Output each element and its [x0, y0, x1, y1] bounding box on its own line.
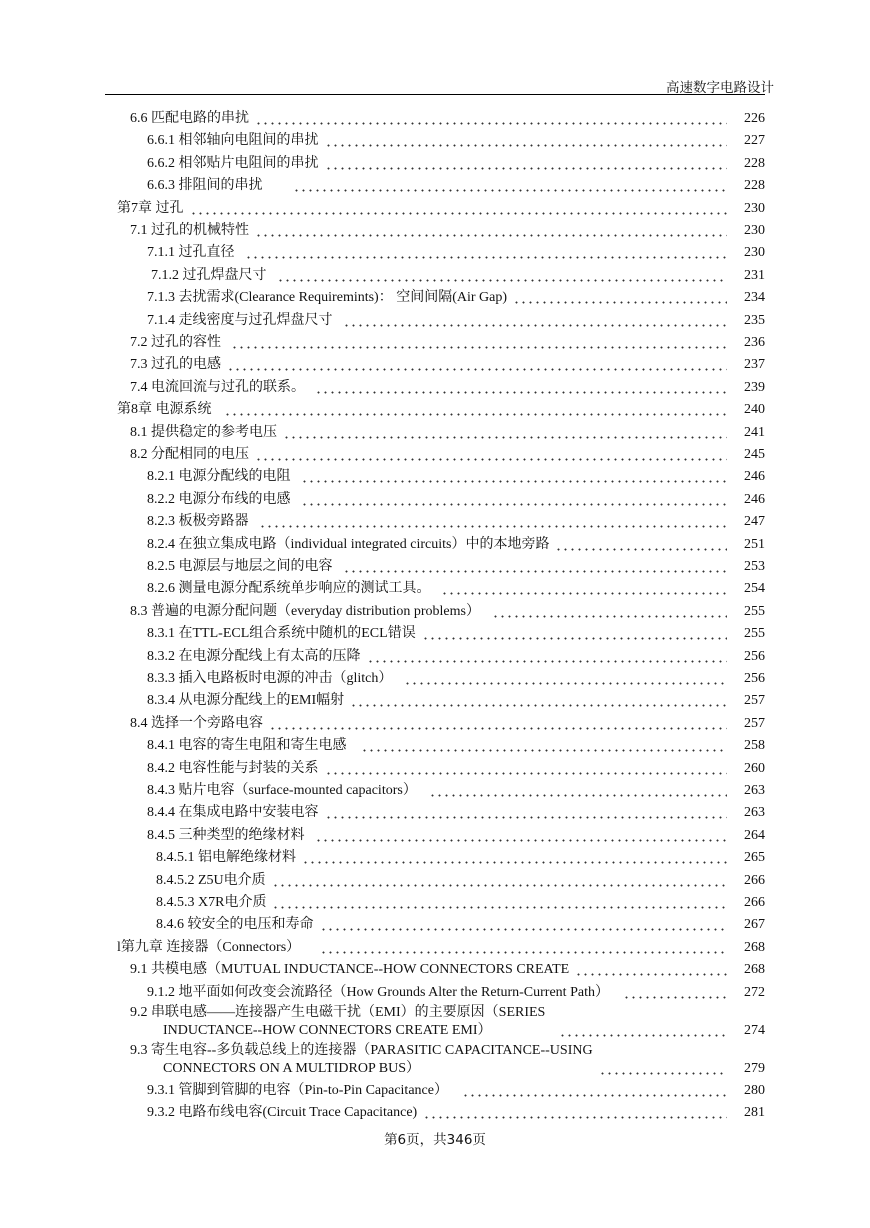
dot-leader [462, 1083, 727, 1097]
dot-leader [277, 268, 728, 282]
toc-page-number: 246 [744, 491, 765, 507]
dot-leader [599, 1061, 727, 1075]
toc-page-number: 253 [744, 559, 765, 574]
dot-leader [343, 313, 728, 327]
toc-entry[interactable] [0, 464, 870, 486]
toc-page-number: 265 [744, 850, 765, 866]
toc-page-number: 268 [744, 939, 765, 955]
dot-leader [350, 693, 727, 707]
dot-leader [559, 1023, 727, 1037]
toc-entry[interactable] [0, 868, 870, 890]
toc-entry[interactable] [0, 1100, 870, 1122]
toc-entry-title: 8.2.6 测量电源分配系统单步响应的测试工具。 [147, 581, 431, 597]
toc-entry[interactable] [0, 532, 870, 554]
toc-entry[interactable] [0, 330, 870, 352]
header-rule [105, 94, 765, 95]
toc-entry-title: 8.4.1 电容的寄生电阻和寄生电感 [147, 738, 347, 754]
toc-entry[interactable] [0, 106, 870, 128]
toc-entry[interactable] [0, 756, 870, 778]
toc-page-number: 268 [744, 962, 765, 978]
toc-entry-title: 8.3.4 从电源分配线上的EMI幅射 [147, 693, 345, 709]
toc-entry[interactable] [0, 196, 870, 218]
dot-leader [259, 514, 728, 528]
toc-page-number: 257 [744, 715, 765, 731]
toc-entry[interactable] [0, 375, 870, 397]
dot-leader [513, 290, 727, 304]
toc-entry[interactable] [0, 554, 870, 576]
toc-page-number: 240 [744, 402, 765, 418]
toc-entry[interactable] [0, 599, 870, 621]
toc-entry[interactable] [0, 442, 870, 464]
toc-entry-title: 第7章 过孔 [117, 200, 184, 216]
toc-page-number: 258 [744, 738, 765, 754]
dot-leader [325, 133, 728, 147]
toc-page-number: 280 [744, 1083, 765, 1098]
dot-leader [404, 671, 727, 685]
dot-leader [272, 873, 727, 887]
toc-entry-title: 8.4.5 三种类型的绝缘材料 [147, 827, 305, 843]
toc-entry[interactable] [0, 308, 870, 330]
toc-entry-title: 8.2.1 电源分配线的电阻 [147, 469, 291, 485]
toc-page-number: 281 [744, 1105, 765, 1121]
toc-entry-title: 8.4 选择一个旁路电容 [130, 715, 263, 731]
toc-entry[interactable] [0, 957, 870, 979]
dot-leader [255, 447, 727, 461]
toc-entry-title: 8.2 分配相同的电压 [130, 447, 249, 462]
dot-leader [190, 201, 728, 215]
toc-entry-title: 9.1 共模电感（MUTUAL INDUCTANCE--HOW CONNECTORS CREATE [130, 962, 570, 978]
toc-entry[interactable] [0, 845, 870, 867]
toc-page-number: 255 [744, 603, 765, 619]
toc-page-number: 260 [744, 760, 765, 776]
dot-leader [325, 761, 728, 775]
toc-page-number: 272 [744, 984, 765, 1000]
toc-entry[interactable] [0, 823, 870, 845]
toc-page-number: 241 [744, 424, 765, 440]
dot-leader [441, 581, 728, 595]
toc-page-number: 256 [744, 648, 765, 664]
dot-leader [301, 492, 728, 506]
toc-entry[interactable] [0, 912, 870, 934]
toc-entry-title: 第8章 电源系统 [117, 402, 212, 418]
toc-entry-title: 9.2 串联电感——连接器产生电磁干扰（EMI）的主要原因（SERIES [130, 1005, 546, 1020]
toc-page-number: 230 [744, 223, 765, 238]
toc-entry-title: 8.3.1 在TTL-ECL组合系统中随机的ECL错误 [147, 626, 416, 642]
dot-leader [320, 917, 728, 931]
toc-entry-title: 9.1.2 地平面如何改变会流路径（How Grounds Alter the Return-Current Path） [147, 984, 609, 1000]
toc-page-number: 263 [744, 805, 765, 821]
toc-entry[interactable] [0, 666, 870, 688]
toc-entry-title: 8.3.3 插入电路板时电源的冲击（glitch） [147, 671, 393, 686]
toc-page-number: 254 [744, 581, 765, 597]
dot-leader [227, 357, 727, 371]
dot-leader [429, 783, 727, 797]
toc-entry[interactable] [0, 576, 870, 598]
toc-entry[interactable] [0, 733, 870, 755]
toc-page-number: 247 [744, 514, 765, 530]
toc-entry[interactable] [0, 711, 870, 733]
dot-leader [224, 402, 728, 416]
toc-entry[interactable] [0, 285, 870, 307]
toc-entry-title: 8.2.4 在独立集成电路（individual integrated circuits）中的本地旁路 [147, 536, 550, 552]
toc-page-number: 266 [744, 872, 765, 888]
toc-page-number: 245 [744, 447, 765, 462]
running-header-title: 高速数字电路设计 [666, 80, 774, 96]
toc-entry[interactable] [0, 240, 870, 262]
toc-entry-title: 6.6.2 相邻贴片电阻间的串扰 [147, 155, 319, 171]
toc-entry-title: 8.4.6 较安全的电压和寿命 [156, 917, 314, 933]
toc-entry-title: 8.4.4 在集成电路中安装电容 [147, 805, 319, 821]
toc-entry-title: 8.2.5 电源层与地层之间的电容 [147, 559, 333, 574]
toc-page-number: 228 [744, 155, 765, 171]
toc-entry-title: 7.1.2 过孔焊盘尺寸 [151, 267, 267, 283]
dot-leader [575, 962, 727, 976]
toc-page-number: 251 [744, 536, 765, 552]
toc-page-number: 237 [744, 357, 765, 373]
dot-leader [315, 380, 727, 394]
toc-entry-title: 8.4.3 贴片电容（surface-mounted capacitors） [147, 783, 417, 798]
toc-page-number: 230 [744, 200, 765, 216]
dot-leader [302, 850, 727, 864]
toc-entry-title: 8.2.3 板极旁路器 [147, 514, 249, 530]
toc-page-number: 257 [744, 693, 765, 709]
dot-leader [255, 111, 727, 125]
toc-entry-title: 8.4.5.1 铝电解绝缘材料 [156, 850, 296, 866]
toc-entry-title: 9.3.1 管脚到管脚的电容（Pin-to-Pin Capacitance） [147, 1083, 448, 1098]
dot-leader [343, 559, 728, 573]
dot-leader [272, 895, 727, 909]
toc-page-number: 236 [744, 335, 765, 350]
toc-page-number: 255 [744, 626, 765, 642]
toc-entry-title: 6.6.3 排阻间的串扰 [147, 178, 263, 194]
toc-entry[interactable] [0, 420, 870, 442]
dot-leader [315, 828, 728, 842]
dot-leader [255, 223, 727, 237]
toc-entry[interactable] [0, 778, 870, 800]
toc-entry-title: 8.2.2 电源分布线的电感 [147, 491, 291, 507]
toc-page-number: 239 [744, 379, 765, 395]
toc-entry-title: 6.6.1 相邻轴向电阻间的串扰 [147, 133, 319, 149]
toc-entry[interactable] [0, 263, 870, 285]
toc-entry-title: l第九章 连接器（Connectors） [117, 939, 301, 955]
toc-entry-title: 8.3.2 在电源分配线上有太高的压降 [147, 648, 361, 664]
toc-entry-title-continued: CONNECTORS ON A MULTIDROP BUS） [163, 1061, 420, 1076]
toc-entry-title: 7.3 过孔的电感 [130, 357, 221, 373]
toc-entry-title: 8.1 提供稳定的参考电压 [130, 424, 277, 440]
dot-leader [422, 626, 727, 640]
toc-entry-title-continued: INDUCTANCE--HOW CONNECTORS CREATE EMI） [163, 1023, 492, 1038]
dot-leader [269, 716, 727, 730]
dot-leader [320, 940, 727, 954]
toc-entry-title: 7.1.3 去扰需求(Clearance Requiremints)： 空间间隔(Air Gap) [147, 290, 508, 306]
dot-leader [325, 156, 728, 170]
toc-entry-title: 7.1 过孔的机械特性 [130, 223, 249, 238]
dot-leader [245, 245, 728, 259]
toc-page-number: 267 [744, 917, 765, 933]
dot-leader [555, 537, 727, 551]
toc-entry[interactable] [0, 352, 870, 374]
toc-entry[interactable] [0, 487, 870, 509]
toc-entry[interactable] [0, 397, 870, 419]
toc-entry[interactable] [0, 621, 870, 643]
toc-entry[interactable] [0, 688, 870, 710]
toc-entry-title: 6.6 匹配电路的串扰 [130, 111, 249, 126]
toc-entry[interactable] [0, 1002, 870, 1040]
toc-page-number: 230 [744, 245, 765, 261]
toc-page-number: 274 [744, 1023, 765, 1038]
toc-page-number: 246 [744, 469, 765, 485]
toc-page-number: 231 [744, 267, 765, 283]
dot-leader [293, 178, 728, 192]
toc-entry-title: 7.1.4 走线密度与过孔焊盘尺寸 [147, 312, 333, 328]
toc-page-number: 234 [744, 290, 765, 306]
toc-entry[interactable] [0, 218, 870, 240]
toc-entry[interactable] [0, 1078, 870, 1100]
toc-entry-title: 7.1.1 过孔直径 [147, 245, 235, 261]
toc-page-number: 279 [744, 1061, 765, 1076]
toc-entry[interactable] [0, 935, 870, 957]
toc-entry-title: 9.3.2 电路布线电容(Circuit Trace Capacitance) [147, 1105, 418, 1121]
dot-leader [367, 649, 728, 663]
toc-entry-title: 8.3 普遍的电源分配问题（everyday distribution problems） [130, 603, 480, 619]
page-footer: 第6页，共346页 [384, 1132, 486, 1148]
dot-leader [283, 425, 727, 439]
toc-entry[interactable] [0, 644, 870, 666]
dot-leader [325, 805, 728, 819]
toc-entry[interactable] [0, 980, 870, 1002]
toc-entry[interactable] [0, 151, 870, 173]
toc-page-number: 256 [744, 671, 765, 686]
toc-entry-title: 9.3 寄生电容--多负载总线上的连接器（PARASITIC CAPACITANCE--USING [130, 1043, 593, 1058]
toc-page-number: 266 [744, 895, 765, 910]
toc-entry-title: 8.4.5.2 Z5U电介质 [156, 872, 266, 888]
toc-entry[interactable] [0, 1040, 870, 1078]
dot-leader [492, 604, 727, 618]
toc-page-number: 235 [744, 312, 765, 328]
dot-leader [361, 738, 728, 752]
toc-page-number: 264 [744, 827, 765, 843]
toc-page-number: 226 [744, 111, 765, 126]
toc-entry-title: 8.4.5.3 X7R电介质 [156, 895, 267, 910]
toc-page-number: 263 [744, 783, 765, 798]
toc-entry[interactable] [0, 890, 870, 912]
toc-entry[interactable] [0, 509, 870, 531]
toc-entry[interactable] [0, 128, 870, 150]
dot-leader [231, 335, 727, 349]
dot-leader [423, 1105, 727, 1119]
toc-entry[interactable] [0, 800, 870, 822]
toc-entry-title: 7.2 过孔的容性 [130, 335, 221, 350]
toc-entry-title: 7.4 电流回流与过孔的联系。 [130, 379, 305, 395]
toc-entry[interactable] [0, 173, 870, 195]
toc-entry-title: 8.4.2 电容性能与封装的关系 [147, 760, 319, 776]
toc-page-number: 227 [744, 133, 765, 149]
dot-leader [623, 985, 727, 999]
dot-leader [301, 469, 728, 483]
toc-page-number: 228 [744, 178, 765, 194]
